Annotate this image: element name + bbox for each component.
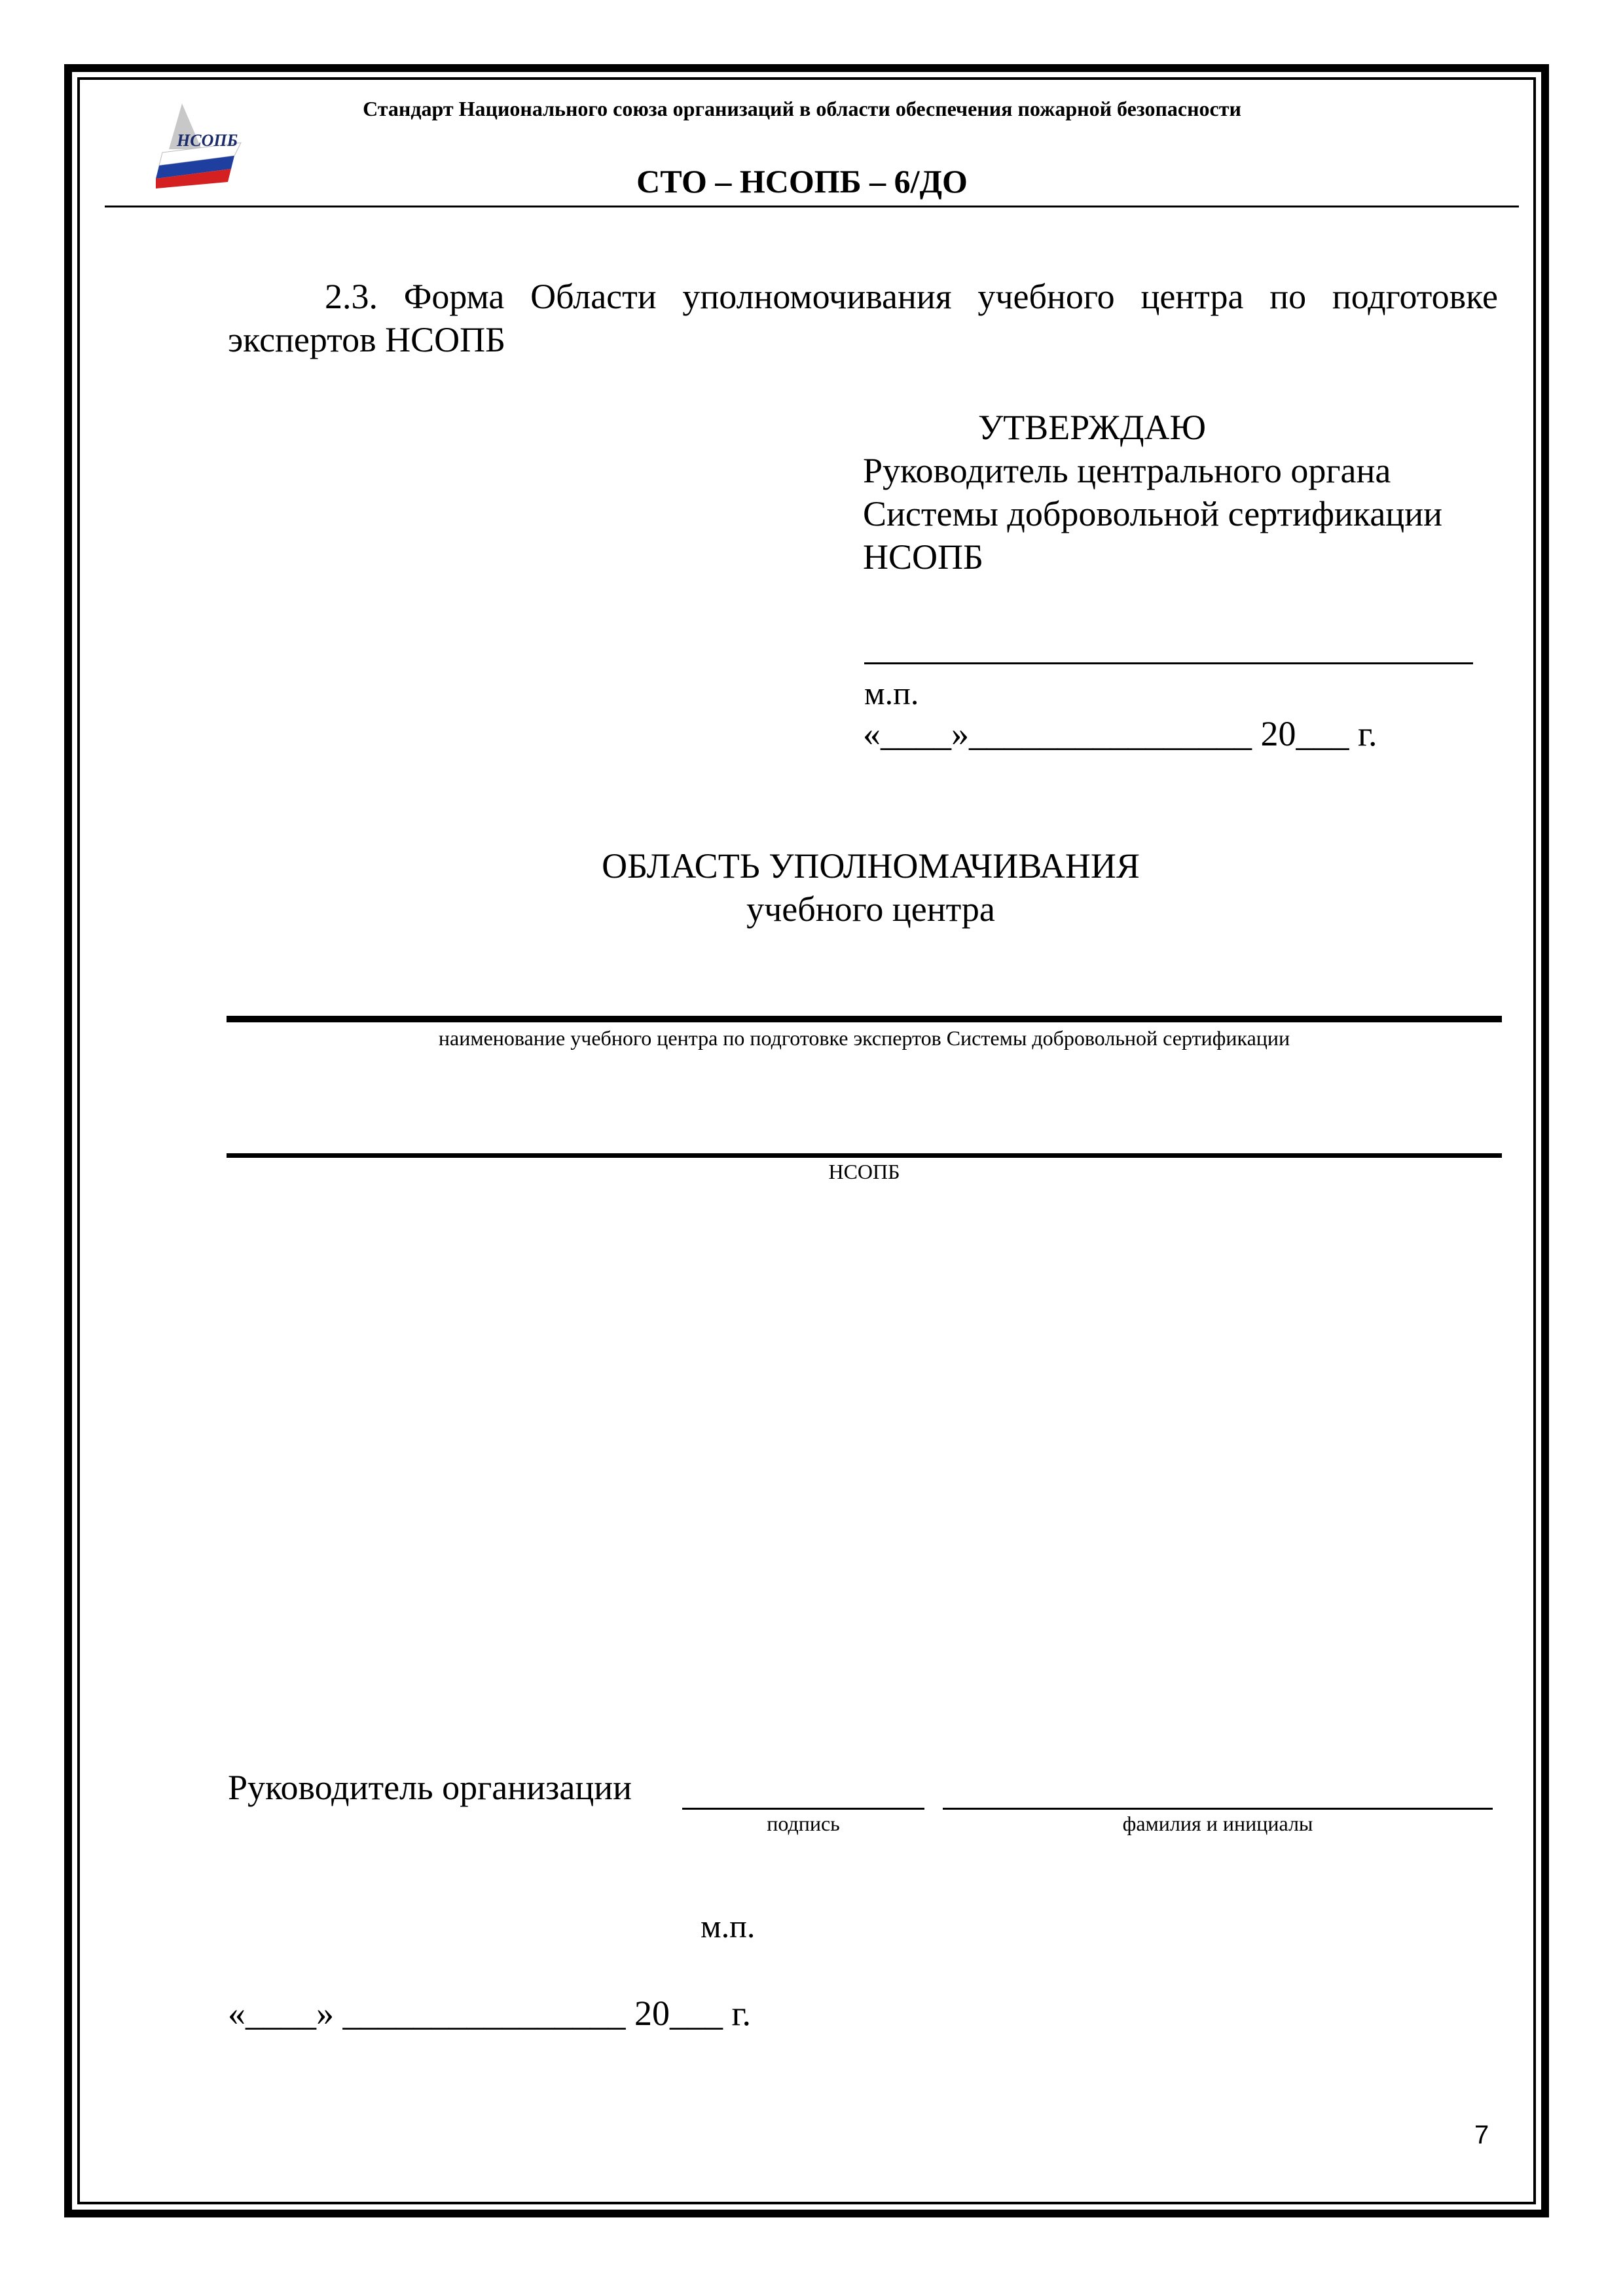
head-of-organization-label: Руководитель организации <box>228 1768 632 1807</box>
page-number: 7 <box>1474 2121 1489 2149</box>
signature-line[interactable] <box>682 1808 924 1810</box>
header-rule <box>105 206 1519 207</box>
approval-line-3: НСОПБ <box>863 537 984 577</box>
area-subtitle: учебного центра <box>746 889 995 929</box>
full-name-line[interactable] <box>943 1808 1493 1810</box>
document-code: СТО – НСОПБ – 6/ДО <box>636 163 968 200</box>
training-center-org-line[interactable] <box>227 1153 1502 1158</box>
section-title: 2.3. Форма Области уполномочивания учебного центра по подготовке экспертов НСОПБ <box>228 277 1498 359</box>
approval-signature-line[interactable] <box>864 662 1473 664</box>
approval-block <box>863 406 1518 579</box>
area-title-block <box>196 844 1545 931</box>
bottom-date-field[interactable]: «____» ________________ 20___ г. <box>228 1994 752 2033</box>
training-center-org-caption: НСОПБ <box>828 1160 900 1183</box>
approval-line-2: Системы добровольной сертификации <box>863 494 1442 533</box>
approval-seal-mark: м.п. <box>864 675 919 711</box>
full-name-caption: фамилия и инициалы <box>1122 1812 1313 1835</box>
signature-caption: подпись <box>767 1812 840 1835</box>
area-title: ОБЛАСТЬ УПОЛНОМАЧИВАНИЯ <box>602 846 1140 886</box>
bottom-seal-mark: м.п. <box>701 1908 756 1945</box>
page-border-inner <box>77 77 1536 2204</box>
approval-line-1: Руководитель центрального органа <box>863 451 1391 490</box>
approval-heading: УТВЕРЖДАЮ <box>977 408 1207 447</box>
approval-date-field[interactable]: «____»________________ 20___ г. <box>863 714 1377 753</box>
training-center-name-caption: наименование учебного центра по подготовке экспертов Системы добровольной сертификации <box>438 1026 1290 1050</box>
logo-text: НСОПБ <box>177 131 238 150</box>
training-center-name-line[interactable] <box>227 1016 1502 1022</box>
standard-organization: Стандарт Национального союза организаций в области обеспечения пожарной безопасности <box>363 97 1241 120</box>
